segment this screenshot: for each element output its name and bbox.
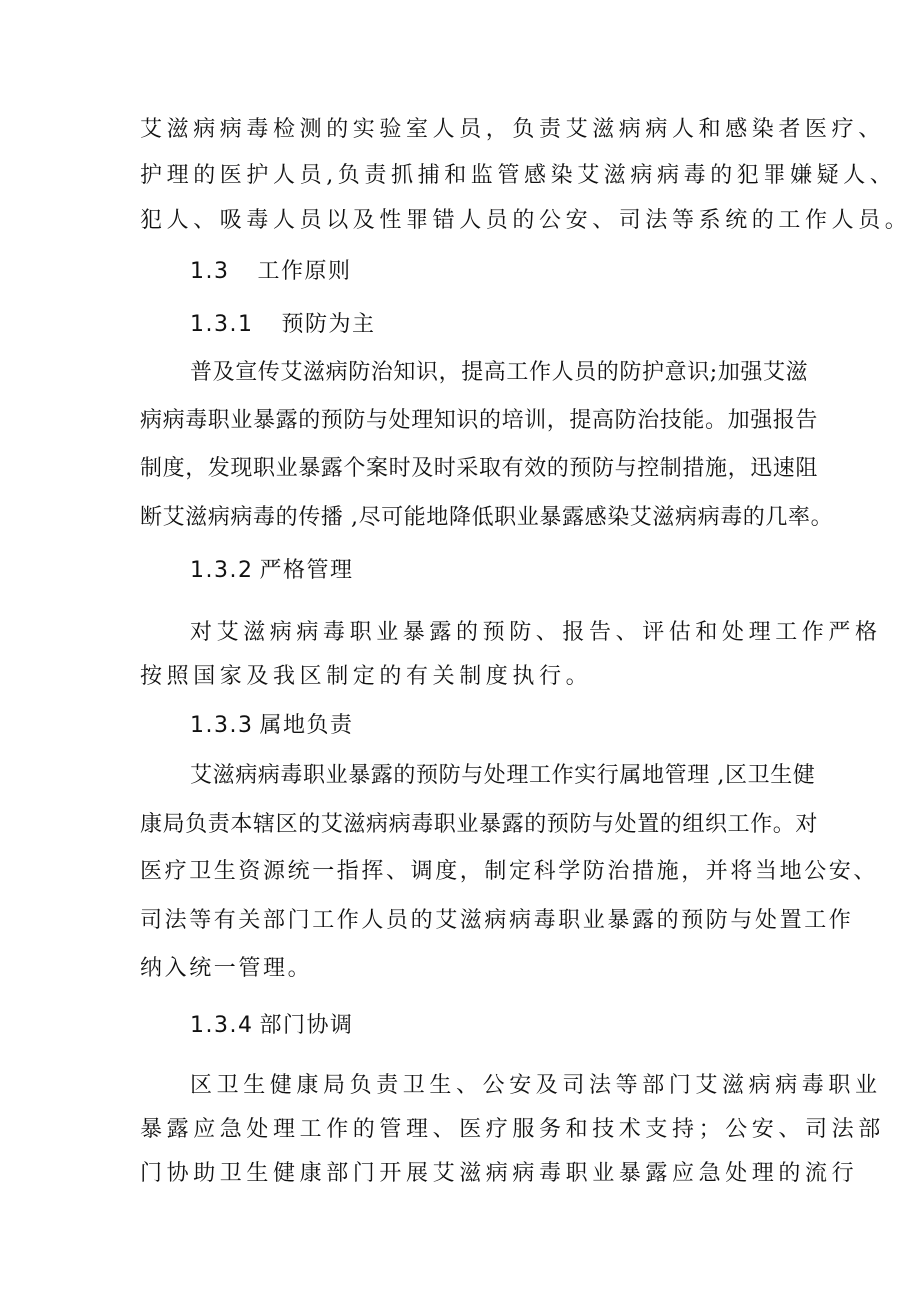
section-1-3-1-line-3: 制度，发现职业暴露个案时及时采取有效的预防与控制措施，迅速阻 bbox=[140, 456, 819, 481]
section-1-3-4-line-3: 门协助卫生健康部门开展艾滋病病毒职业暴露应急处理的流行 bbox=[140, 1161, 859, 1186]
section-1-3-3-line-5: 纳入统一管理。 bbox=[140, 956, 313, 981]
section-1-3-3-heading bbox=[190, 711, 354, 741]
intro-line-2: 护理的医护人员,负责抓捕和监管感染艾滋病病毒的犯罪嫌疑人、 bbox=[140, 163, 897, 188]
section-1-3-2-heading bbox=[190, 556, 354, 586]
section-1-3-1-line-2: 病病毒职业暴露的预防与处理知识的培训，提高防治技能。加强报告 bbox=[140, 408, 819, 433]
section-1-3-2-number: 1.3.2 bbox=[190, 558, 254, 583]
section-1-3-1-line-1: 普及宣传艾滋病防治知识，提高工作人员的防护意识;加强艾滋 bbox=[190, 360, 809, 385]
intro-line-1: 艾滋病病毒检测的实验室人员，负责艾滋病病人和感染者医疗、 bbox=[140, 117, 885, 142]
section-1-3-1-line-4: 断艾滋病病毒的传播 ,尽可能地降低职业暴露感染艾滋病病毒的几率。 bbox=[140, 505, 834, 530]
section-1-3-3-title: 属地负责 bbox=[259, 713, 354, 738]
section-1-3-3-line-1: 艾滋病病毒职业暴露的预防与处理工作实行属地管理 ,区卫生健 bbox=[190, 763, 816, 788]
intro-line-3: 犯人、吸毒人员以及性罪错人员的公安、司法等系统的工作人员。 bbox=[140, 208, 912, 233]
section-1-3-2-title: 严格管理 bbox=[259, 558, 354, 583]
section-1-3-title: 工作原则 bbox=[257, 259, 352, 284]
section-1-3-3-line-2: 康局负责本辖区的艾滋病病毒职业暴露的预防与处置的组织工作。对 bbox=[140, 812, 819, 837]
section-1-3-2-line-1: 对艾滋病病毒职业暴露的预防、报告、评估和处理工作严格 bbox=[190, 620, 882, 645]
section-1-3-3-line-4: 司法等有关部门工作人员的艾滋病病毒职业暴露的预防与处置工作 bbox=[140, 908, 854, 933]
section-1-3-4-line-1: 区卫生健康局负责卫生、公安及司法等部门艾滋病病毒职业 bbox=[190, 1073, 882, 1098]
section-1-3-4-line-2: 暴露应急处理工作的管理、医疗服务和技术支持；公安、司法部 bbox=[140, 1117, 885, 1142]
section-1-3-heading bbox=[190, 257, 352, 287]
section-1-3-1-title: 预防为主 bbox=[281, 312, 376, 337]
section-1-3-3-line-3: 医疗卫生资源统一指挥、调度，制定科学防治措施，并将当地公安、 bbox=[140, 859, 879, 884]
section-1-3-1-heading bbox=[190, 310, 376, 340]
section-1-3-4-number: 1.3.4 bbox=[190, 1013, 254, 1038]
section-1-3-3-number: 1.3.3 bbox=[190, 713, 254, 738]
section-1-3-4-heading bbox=[190, 1011, 354, 1041]
section-1-3-4-title: 部门协调 bbox=[259, 1013, 354, 1038]
section-1-3-1-number: 1.3.1 bbox=[190, 312, 254, 337]
section-1-3-2-line-2: 按照国家及我区制定的有关制度执行。 bbox=[140, 664, 593, 689]
section-1-3-number: 1.3 bbox=[190, 259, 230, 284]
